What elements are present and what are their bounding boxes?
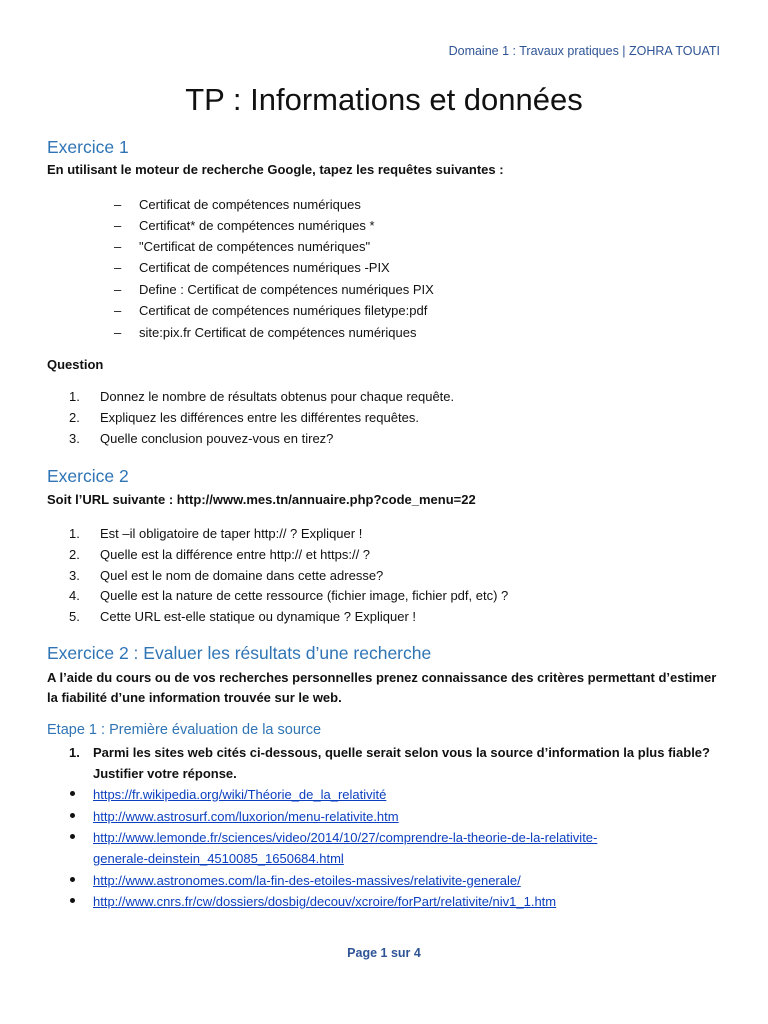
query-text: Certificat de compétences numériques	[139, 197, 361, 212]
dash-marker: –	[114, 218, 122, 233]
source-link[interactable]: http://www.cnrs.fr/cw/dossiers/dosbig/decouv/xcroire/forPart/relativite/niv1_1.htm	[93, 894, 557, 909]
item-number: 3.	[69, 431, 80, 446]
question-text: Cette URL est-elle statique ou dynamique ? Expliquer !	[100, 609, 417, 624]
page-title: TP : Informations et données	[185, 82, 583, 117]
exercise-3-intro-line-1: A l’aide du cours ou de vos recherches personnelles prenez connaissance des critères permettant d’estimer	[47, 670, 717, 685]
query-text: Certificat* de compétences numériques *	[139, 218, 375, 233]
item-number: 4.	[69, 588, 80, 603]
bullet-icon	[70, 891, 78, 899]
source-link[interactable]: http://www.astrosurf.com/luxorion/menu-relativite.htm	[93, 809, 399, 824]
exercise-2-heading: Exercice 2	[47, 466, 129, 486]
dash-marker: –	[114, 239, 122, 254]
question-text: Donnez le nombre de résultats obtenus pour chaque requête.	[100, 389, 455, 404]
item-number: 1.	[69, 526, 80, 541]
dash-marker: –	[114, 282, 122, 297]
bullet-icon	[70, 827, 78, 835]
question-text: Est –il obligatoire de taper http:// ? Expliquer !	[100, 526, 363, 541]
bullet-icon	[70, 784, 78, 792]
query-text: Define : Certificat de compétences numériques PIX	[139, 282, 434, 297]
item-number: 1.	[69, 389, 80, 404]
item-number: 3.	[69, 568, 80, 583]
source-link[interactable]: generale-deinstein_4510085_1650684.html	[93, 851, 344, 866]
source-link[interactable]: https://fr.wikipedia.org/wiki/Théorie_de_la_relativité	[93, 787, 387, 802]
exercise-2-intro: Soit l’URL suivante : http://www.mes.tn/annuaire.php?code_menu=22	[47, 492, 476, 507]
question-text: Quelle est la nature de cette ressource (fichier image, fichier pdf, etc) ?	[100, 588, 509, 603]
dash-marker: –	[114, 325, 122, 340]
page-footer: Page 1 sur 4	[347, 946, 421, 960]
dash-marker: –	[114, 303, 122, 318]
question-text: Expliquez les différences entre les différentes requêtes.	[100, 410, 419, 425]
item-number: 2.	[69, 410, 80, 425]
question-label: Question	[47, 357, 104, 372]
source-link[interactable]: http://www.lemonde.fr/sciences/video/2014/10/27/comprendre-la-theorie-de-la-relativite-	[93, 830, 598, 845]
question-text: Quel est le nom de domaine dans cette adresse?	[100, 568, 384, 583]
question-text: Justifier votre réponse.	[93, 766, 237, 781]
query-text: site:pix.fr Certificat de compétences numériques	[139, 325, 417, 340]
dash-marker: –	[114, 197, 122, 212]
item-number: 1.	[69, 745, 80, 760]
item-number: 2.	[69, 547, 80, 562]
item-number: 5.	[69, 609, 80, 624]
bullet-icon	[70, 806, 78, 814]
exercise-1-heading: Exercice 1	[47, 137, 129, 157]
dash-marker: –	[114, 260, 122, 275]
exercise-3-intro-line-2: la fiabilité d’une information trouvée sur le web.	[47, 690, 342, 705]
step-1-heading: Etape 1 : Première évaluation de la source	[47, 722, 322, 738]
question-text: Parmi les sites web cités ci-dessous, quelle serait selon vous la source d’information la plus fiable?	[93, 745, 710, 760]
query-text: Certificat de compétences numériques -PIX	[139, 260, 390, 275]
query-text: "Certificat de compétences numériques"	[139, 239, 371, 254]
exercise-3-heading: Exercice 2 : Evaluer les résultats d’une recherche	[47, 643, 432, 663]
source-link[interactable]: http://www.astronomes.com/la-fin-des-etoiles-massives/relativite-generale/	[93, 873, 521, 888]
question-text: Quelle est la différence entre http:// et https:// ?	[100, 547, 371, 562]
query-text: Certificat de compétences numériques filetype:pdf	[139, 303, 428, 318]
page-header: Domaine 1 : Travaux pratiques | ZOHRA TOUATI	[448, 44, 720, 58]
exercise-1-intro: En utilisant le moteur de recherche Google, tapez les requêtes suivantes :	[47, 162, 504, 177]
question-text: Quelle conclusion pouvez-vous en tirez?	[100, 431, 334, 446]
bullet-icon	[70, 870, 78, 878]
